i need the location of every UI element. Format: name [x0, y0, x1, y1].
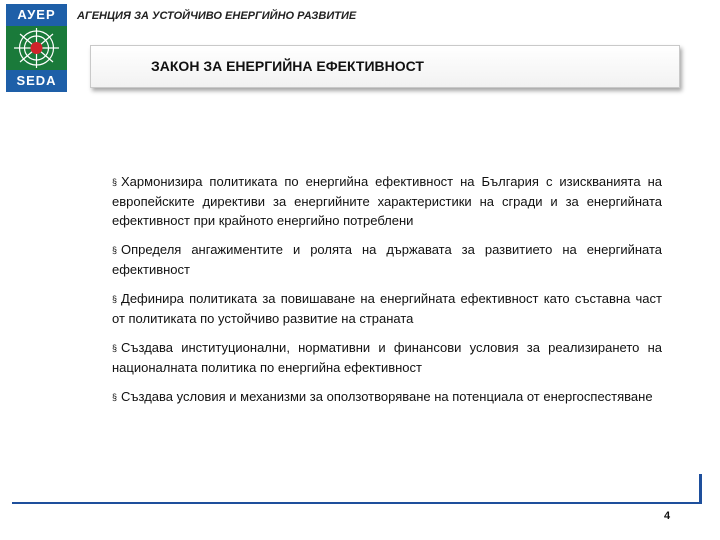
bullet-text: Създава институционални, нормативни и финансови условия за реализирането на националната политика по енергийна ефективност	[112, 340, 662, 375]
bullet-item	[112, 338, 662, 377]
bullet-text: Хармонизира политиката по енергийна ефективност на България с изискванията на европейските директиви за енергийните характеристики на сгради и за енергийната ефективност при крайното енергийно потреблени	[112, 174, 662, 228]
bullet-mark-icon: §	[112, 343, 118, 353]
logo-emblem	[6, 26, 67, 70]
page-number: 4	[664, 510, 671, 522]
title-box	[90, 45, 680, 88]
bullet-text: Създава условия и механизми за оползотворяване на потенциала от енергоспестяване	[121, 389, 653, 404]
bullet-mark-icon: §	[112, 392, 118, 402]
bullet-mark-icon: §	[112, 245, 118, 255]
bullet-text: Дефинира политиката за повишаване на енергийната ефективност като съставна част от политиката по устойчиво развитие на страната	[112, 291, 662, 326]
logo-top-text: АУЕР	[6, 4, 67, 26]
page-title: ЗАКОН ЗА ЕНЕРГИЙНА ЕФЕКТИВНОСТ	[151, 58, 424, 74]
bullet-text: Определя ангажиментите и ролята на държавата за развитието на енергийната ефективност	[112, 242, 662, 277]
footer-corner-divider	[699, 474, 702, 504]
bullet-item	[112, 240, 662, 279]
bullet-mark-icon: §	[112, 177, 118, 187]
agency-name: АГЕНЦИЯ ЗА УСТОЙЧИВО ЕНЕРГИЙНО РАЗВИТИЕ	[77, 10, 357, 22]
bullet-list	[112, 172, 662, 417]
bullet-item	[112, 289, 662, 328]
footer-divider	[12, 502, 702, 504]
seda-logo	[6, 4, 67, 92]
bullet-mark-icon: §	[112, 294, 118, 304]
bullet-item	[112, 387, 662, 407]
energy-emblem-icon	[6, 26, 67, 70]
logo-bottom-text: SEDA	[6, 70, 67, 92]
bullet-item	[112, 172, 662, 230]
